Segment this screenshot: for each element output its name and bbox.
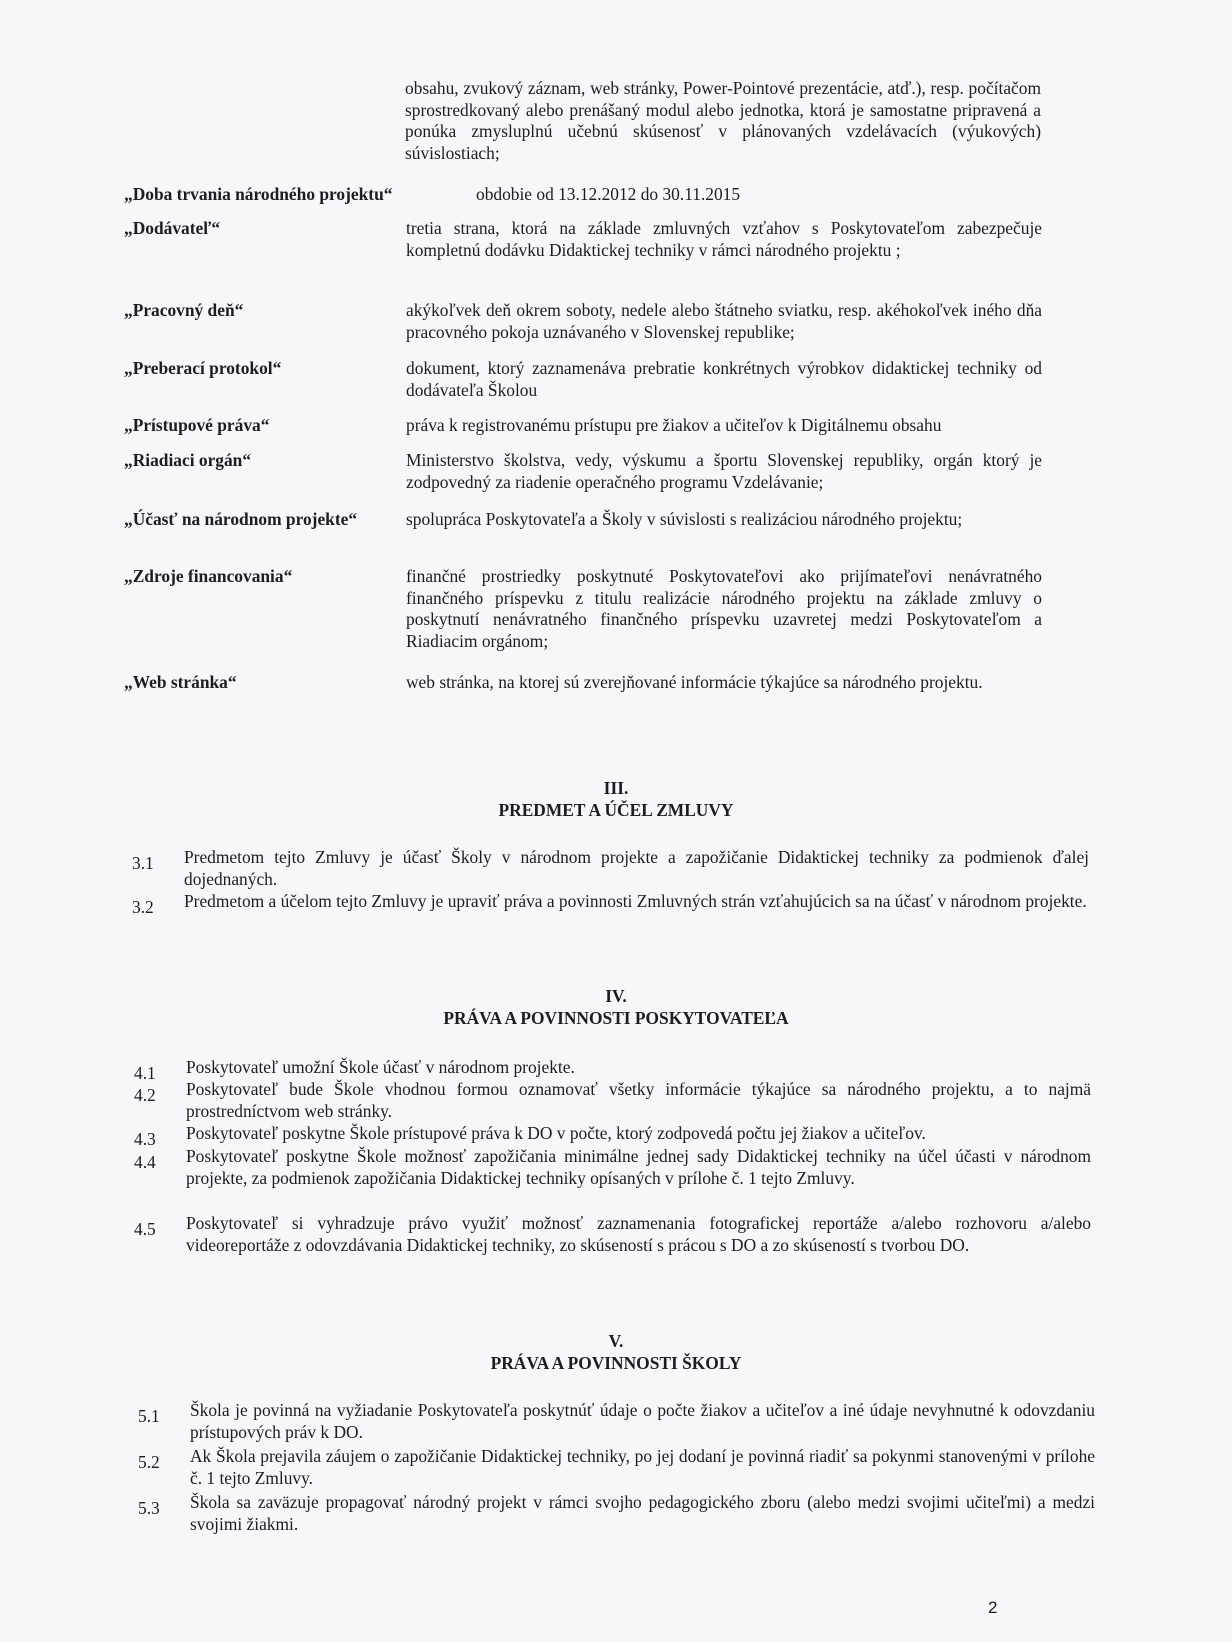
definition-duration	[124, 184, 1044, 206]
clause-4-5	[134, 1213, 1091, 1256]
intro-paragraph: obsahu, zvukový záznam, web stránky, Power-Pointové prezentácie, atď.), resp. počítačom sprostredkovaný alebo prenášaný modul alebo jednotka, ktorá je samostatne pripravená a ponúka zmysluplnú učebnú skúsenosť v plánovaných vzdelávacích (výukových) súvislostiach;	[405, 78, 1041, 163]
clause-5-2	[138, 1446, 1095, 1489]
clause-4-4	[134, 1146, 1091, 1189]
section-heading-5	[0, 1331, 1232, 1374]
definition-text: dokument, ktorý zaznamenáva prebratie konkrétnych výrobkov didaktickej techniky od dodávateľa Školou	[406, 358, 1042, 400]
definition-text: web stránka, na ktorej sú zverejňované informácie týkajúce sa národného projektu.	[406, 672, 983, 692]
definition-term: „Prístupové práva“	[124, 415, 270, 435]
definition-text: tretia strana, ktorá na základe zmluvných vzťahov s Poskytovateľom zabezpečuje kompletnú dodávku Didaktickej techniky v rámci národného projektu ;	[406, 218, 1042, 260]
clause-number: 5.3	[138, 1498, 160, 1518]
section-heading-4	[0, 986, 1232, 1029]
section-number: IV.	[605, 986, 627, 1006]
clause-text: Poskytovateľ umožní Škole účasť v národnom projekte.	[186, 1057, 575, 1077]
section-heading-3	[0, 778, 1232, 821]
definition-supplier	[124, 218, 1044, 261]
definition-term: „Zdroje financovania“	[124, 566, 293, 586]
definition-text: akýkoľvek deň okrem soboty, nedele alebo štátneho sviatku, resp. akéhokoľvek iného dňa pracovného pokoja uznávaného v Slovenskej republike;	[406, 300, 1042, 342]
clause-number: 5.1	[138, 1406, 160, 1426]
definition-term: „Riadiaci orgán“	[124, 450, 252, 470]
definition-term: „Účasť na národnom projekte“	[124, 509, 358, 529]
clause-number: 4.2	[134, 1085, 156, 1105]
clause-number: 4.4	[134, 1152, 156, 1172]
definition-term: „Pracovný deň“	[124, 300, 244, 320]
page-number: 2	[988, 1598, 998, 1617]
clause-number: 4.3	[134, 1129, 156, 1149]
definition-text: finančné prostriedky poskytnuté Poskytovateľovi ako prijímateľovi nenávratného finančného príspevku z titulu realizácie národného projektu na základe zmluvy o poskytnutí nenávratného finančného príspevku uzavretej medzi Poskytovateľom a Riadiacim orgánom;	[406, 566, 1042, 651]
clause-text: Poskytovateľ si vyhradzuje právo využiť možnosť zaznamenania fotografickej reportáže a/alebo rozhovoru a/alebo videoreportáže z odovzdávania Didaktickej techniky, zo skúseností s prácou s DO a zo skúseností s tvorbou DO.	[186, 1213, 1091, 1255]
definition-term: „Dodávateľ“	[124, 218, 221, 238]
definition-term: „Doba trvania národného projektu“	[124, 184, 393, 204]
definition-participation	[124, 509, 1044, 531]
clause-number: 5.2	[138, 1452, 160, 1472]
definition-text: obdobie od 13.12.2012 do 30.11.2015	[476, 184, 741, 204]
clause-text: Poskytovateľ poskytne Škole prístupové práva k DO v počte, ktorý zodpovedá počtu jej žiakov a učiteľov.	[186, 1123, 926, 1143]
section-title: PRÁVA A POVINNOSTI POSKYTOVATEĽA	[443, 1007, 789, 1028]
definition-managing-authority	[124, 450, 1044, 493]
clause-text: Ak Škola prejavila záujem o zapožičanie Didaktickej techniky, po jej dodaní je povinná riadiť sa pokynmi stanovenými v prílohe č. 1 tejto Zmluvy.	[190, 1446, 1095, 1488]
clause-text: Škola je povinná na vyžiadanie Poskytovateľa poskytnúť údaje o počte žiakov a učiteľov a iné údaje nevyhnutné k odovzdaniu prístupových práv k DO.	[190, 1400, 1095, 1442]
definition-term: „Preberací protokol“	[124, 358, 282, 378]
clause-3-1	[132, 847, 1089, 890]
definition-text: Ministerstvo školstva, vedy, výskumu a športu Slovenskej republiky, orgán ktorý je zodpovedný za riadenie operačného programu Vzdelávanie;	[406, 450, 1042, 492]
section-title: PRÁVA A POVINNOSTI ŠKOLY	[490, 1352, 742, 1373]
clause-number: 3.2	[132, 897, 154, 917]
clause-text: Predmetom a účelom tejto Zmluvy je upraviť práva a povinnosti Zmluvných strán vzťahujúcich sa na účasť v národnom projekte.	[184, 891, 1087, 911]
section-number: V.	[608, 1331, 624, 1351]
clause-text: Predmetom tejto Zmluvy je účasť Školy v národnom projekte a zapožičanie Didaktickej techniky za podmienok ďalej dojednaných.	[184, 847, 1089, 889]
clause-5-3	[138, 1492, 1095, 1535]
clause-number: 3.1	[132, 853, 154, 873]
clause-4-3	[134, 1123, 1091, 1149]
section-number: III.	[603, 778, 629, 798]
clause-number: 4.5	[134, 1219, 156, 1239]
clause-4-1	[134, 1057, 1091, 1083]
clause-text: Poskytovateľ poskytne Škole možnosť zapožičania minimálne jednej sady Didaktickej techniky na účel účasti v národnom projekte, za podmienok zapožičania Didaktickej techniky opísaných v prílohe č. 1 tejto Zmluvy.	[186, 1146, 1091, 1188]
definition-handover-protocol	[124, 358, 1044, 401]
definition-term: „Web stránka“	[124, 672, 237, 692]
definition-funding-sources	[124, 566, 1044, 652]
section-title: PREDMET A ÚČEL ZMLUVY	[498, 799, 734, 820]
clause-3-2	[132, 891, 1089, 917]
definition-text: spolupráca Poskytovateľa a Školy v súvislosti s realizáciou národného projektu;	[406, 509, 963, 529]
clause-text: Poskytovateľ bude Škole vhodnou formou oznamovať všetky informácie týkajúce sa národného projektu, a to najmä prostredníctvom web stránky.	[186, 1079, 1091, 1121]
clause-text: Škola sa zaväzuje propagovať národný projekt v rámci svojho pedagogického zboru (alebo medzi svojimi učiteľmi) a medzi svojimi žiakmi.	[190, 1492, 1095, 1534]
clause-4-2	[134, 1079, 1091, 1122]
definition-text: práva k registrovanému prístupu pre žiakov a učiteľov k Digitálnemu obsahu	[406, 415, 942, 435]
definition-working-day	[124, 300, 1044, 343]
clause-number: 4.1	[134, 1063, 156, 1083]
definition-access-rights	[124, 415, 1044, 437]
definition-web-page	[124, 672, 1044, 694]
clause-5-1	[138, 1400, 1095, 1443]
